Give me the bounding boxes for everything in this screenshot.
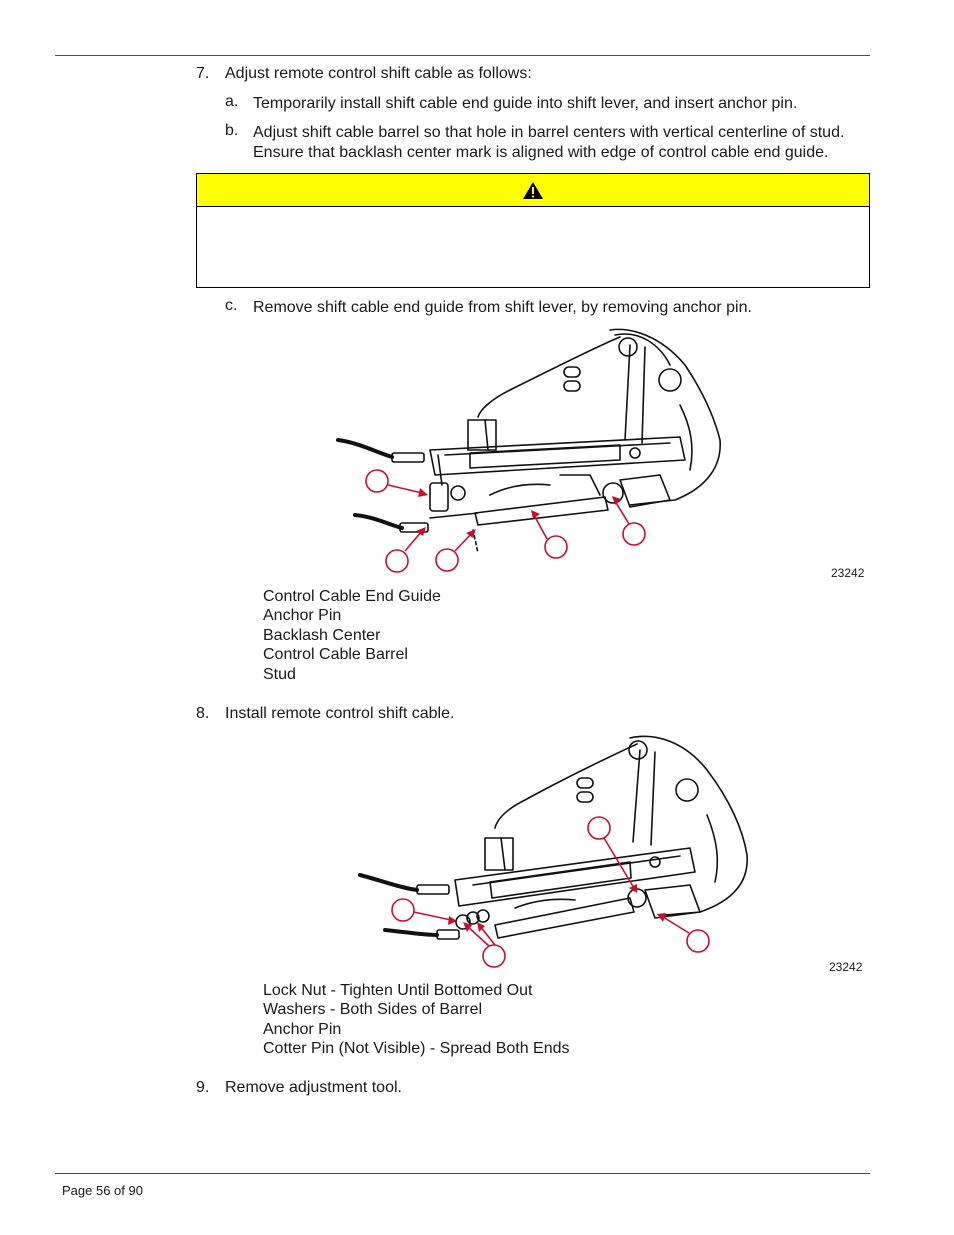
substep-text-line-2: Ensure that backlash center mark is aligned with edge of control cable end guide. (253, 144, 829, 161)
step-text: Install remote control shift cable. (225, 705, 455, 722)
step-text: Remove adjustment tool. (225, 1079, 402, 1096)
legend-item: Backlash Center (263, 626, 381, 644)
substep-letter: c. (225, 297, 238, 314)
step-number: 7. (196, 65, 210, 82)
legend-item: Washers - Both Sides of Barrel (263, 1001, 483, 1019)
figure-number: 23242 (831, 566, 865, 580)
substep-text: Temporarily install shift cable end guide into shift lever, and insert anchor pin. (253, 95, 798, 112)
substep-letter: b. (225, 122, 239, 139)
legend-item: Anchor Pin (263, 607, 342, 625)
legend-item: Lock Nut - Tighten Until Bottomed Out (263, 982, 533, 999)
legend-item: Cotter Pin (Not Visible) - Spread Both Ends (263, 1040, 570, 1058)
header-rule (55, 55, 870, 56)
figure-2-legend (263, 981, 570, 1059)
figure-shift-cable-installation (355, 730, 755, 975)
legend-item: Stud (263, 665, 296, 683)
page-number: Page 56 of 90 (62, 1183, 143, 1198)
substep-letter: a. (225, 93, 239, 110)
warning-box (196, 173, 870, 288)
substep-text: Remove shift cable end guide from shift lever, by removing anchor pin. (253, 299, 752, 316)
legend-item: Control Cable End Guide (263, 588, 441, 605)
substep-text-line-1: Adjust shift cable barrel so that hole in barrel centers with vertical centerline of stud. (253, 124, 845, 141)
legend-item: Control Cable Barrel (263, 646, 408, 664)
figure-1-legend (263, 587, 441, 684)
warning-triangle-icon (522, 181, 544, 200)
warning-header-bar (197, 174, 869, 207)
step-number: 9. (196, 1079, 210, 1096)
footer-rule (55, 1173, 870, 1174)
step-text: Adjust remote control shift cable as follows: (225, 65, 532, 82)
step-number: 8. (196, 705, 210, 722)
figure-number: 23242 (829, 960, 863, 974)
legend-item: Anchor Pin (263, 1020, 342, 1038)
figure-shift-cable-adjustment (330, 325, 730, 580)
